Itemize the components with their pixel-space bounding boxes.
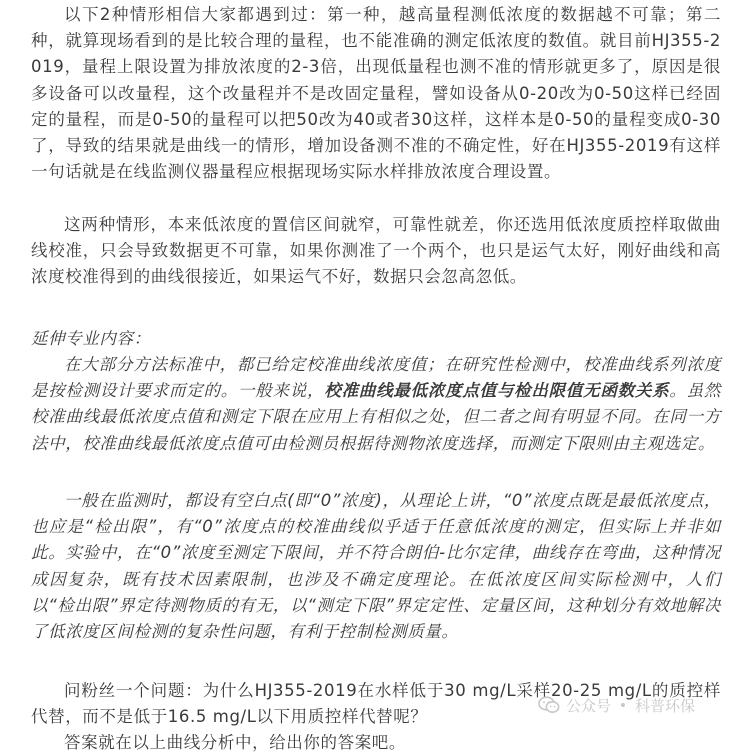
- calibration-text-a: 在大部分方法标准中，都已给定校准曲线浓度值；在研究性检测中，校准曲线系列浓度是按检测设计要求而定的。一般来说，: [31, 355, 721, 401]
- paragraph-blank-point: 一般在监测时，都设有空白点(即“0”浓度)，从理论上讲，“0”浓度点既是最低浓度点，也应是“检出限”，有“0”浓度点的校准曲线似乎适于任意低浓度的测定，但实际上并非如此。实验中，在“0”浓度至测定下限间，并不符合朗伯-比尔定律，曲线存在弯曲，这种情况成因复杂，既有技术因素限制，也涉及不确定度理论。在低浓度区间实际检测中，人们以“检出限”界定待测物质的有无，以“测定下限”界定定性、定量区间，这种划分有效地解决了低浓度区间检测的复杂性问题，有利于控制检测质量。: [31, 491, 721, 642]
- watermark-separator: [621, 703, 625, 707]
- paragraph-answer-hint: 答案就在以上曲线分析中，给出你的答案吧。: [64, 733, 406, 752]
- paragraph-calibration-curve: [31, 352, 721, 457]
- watermark-platform: 公众号: [566, 696, 612, 715]
- paragraph-two-cases: 以下2种情形相信大家都遇到过：第一种，越高量程测低浓度的数据越不可靠；第二种，就算现场看到的是比较合理的量程，也不能准确的测定低浓度的数值。就目前HJ355-2019，量程上限设置为排放浓度的2-3倍，出现低量程也测不准的情形就更多了，原因是很多设备可以改量程，这个改量程并不是改固定量程，譬如设备从0-20改为0-50这样已经固定的量程，而是0-50的量程可以把50改为40或者30这样，这样本是0-50的量程变成0-30了，导致的结果就是曲线一的情形，增加设备测不准的不确定性，好在HJ355-2019有这样一句话就是在线监测仪器量程应根据现场实际水样排放浓度合理设置。: [31, 5, 721, 182]
- paragraph-low-concentration: 这两种情形，本来低浓度的置信区间就窄，可靠性就差，你还选用低浓度质控样取做曲线校准，只会导致数据更不可靠，如果你测准了一个两个，也只是运气太好，刚好曲线和高浓度校准得到的曲线很接近，如果运气不好，数据只会忽高忽低。: [31, 215, 721, 287]
- calibration-bold-statement: 校准曲线最低浓度点值与检出限值无函数关系: [324, 381, 670, 401]
- wechat-icon: [538, 696, 560, 714]
- paragraph-fan-question: 问粉丝一个问题：为什么HJ355-2019在水样低于30 mg/L采样20-25 mg/L的质控样代替，而不是低于16.5 mg/L以下用质控样代替呢？: [31, 681, 721, 727]
- wechat-watermark: [538, 690, 695, 720]
- section-heading-extended: 延伸专业内容：: [31, 329, 151, 348]
- watermark-account: 科普环保: [635, 696, 696, 715]
- calibration-text-b: 。虽然校准曲线最低浓度点值和测定下限在应用上有相似之处，但二者之间有明显不同。在同一方法中，校准曲线最低浓度点值可由检测员根据待测物浓度选择，而测定下限则由主观选定。: [31, 381, 721, 453]
